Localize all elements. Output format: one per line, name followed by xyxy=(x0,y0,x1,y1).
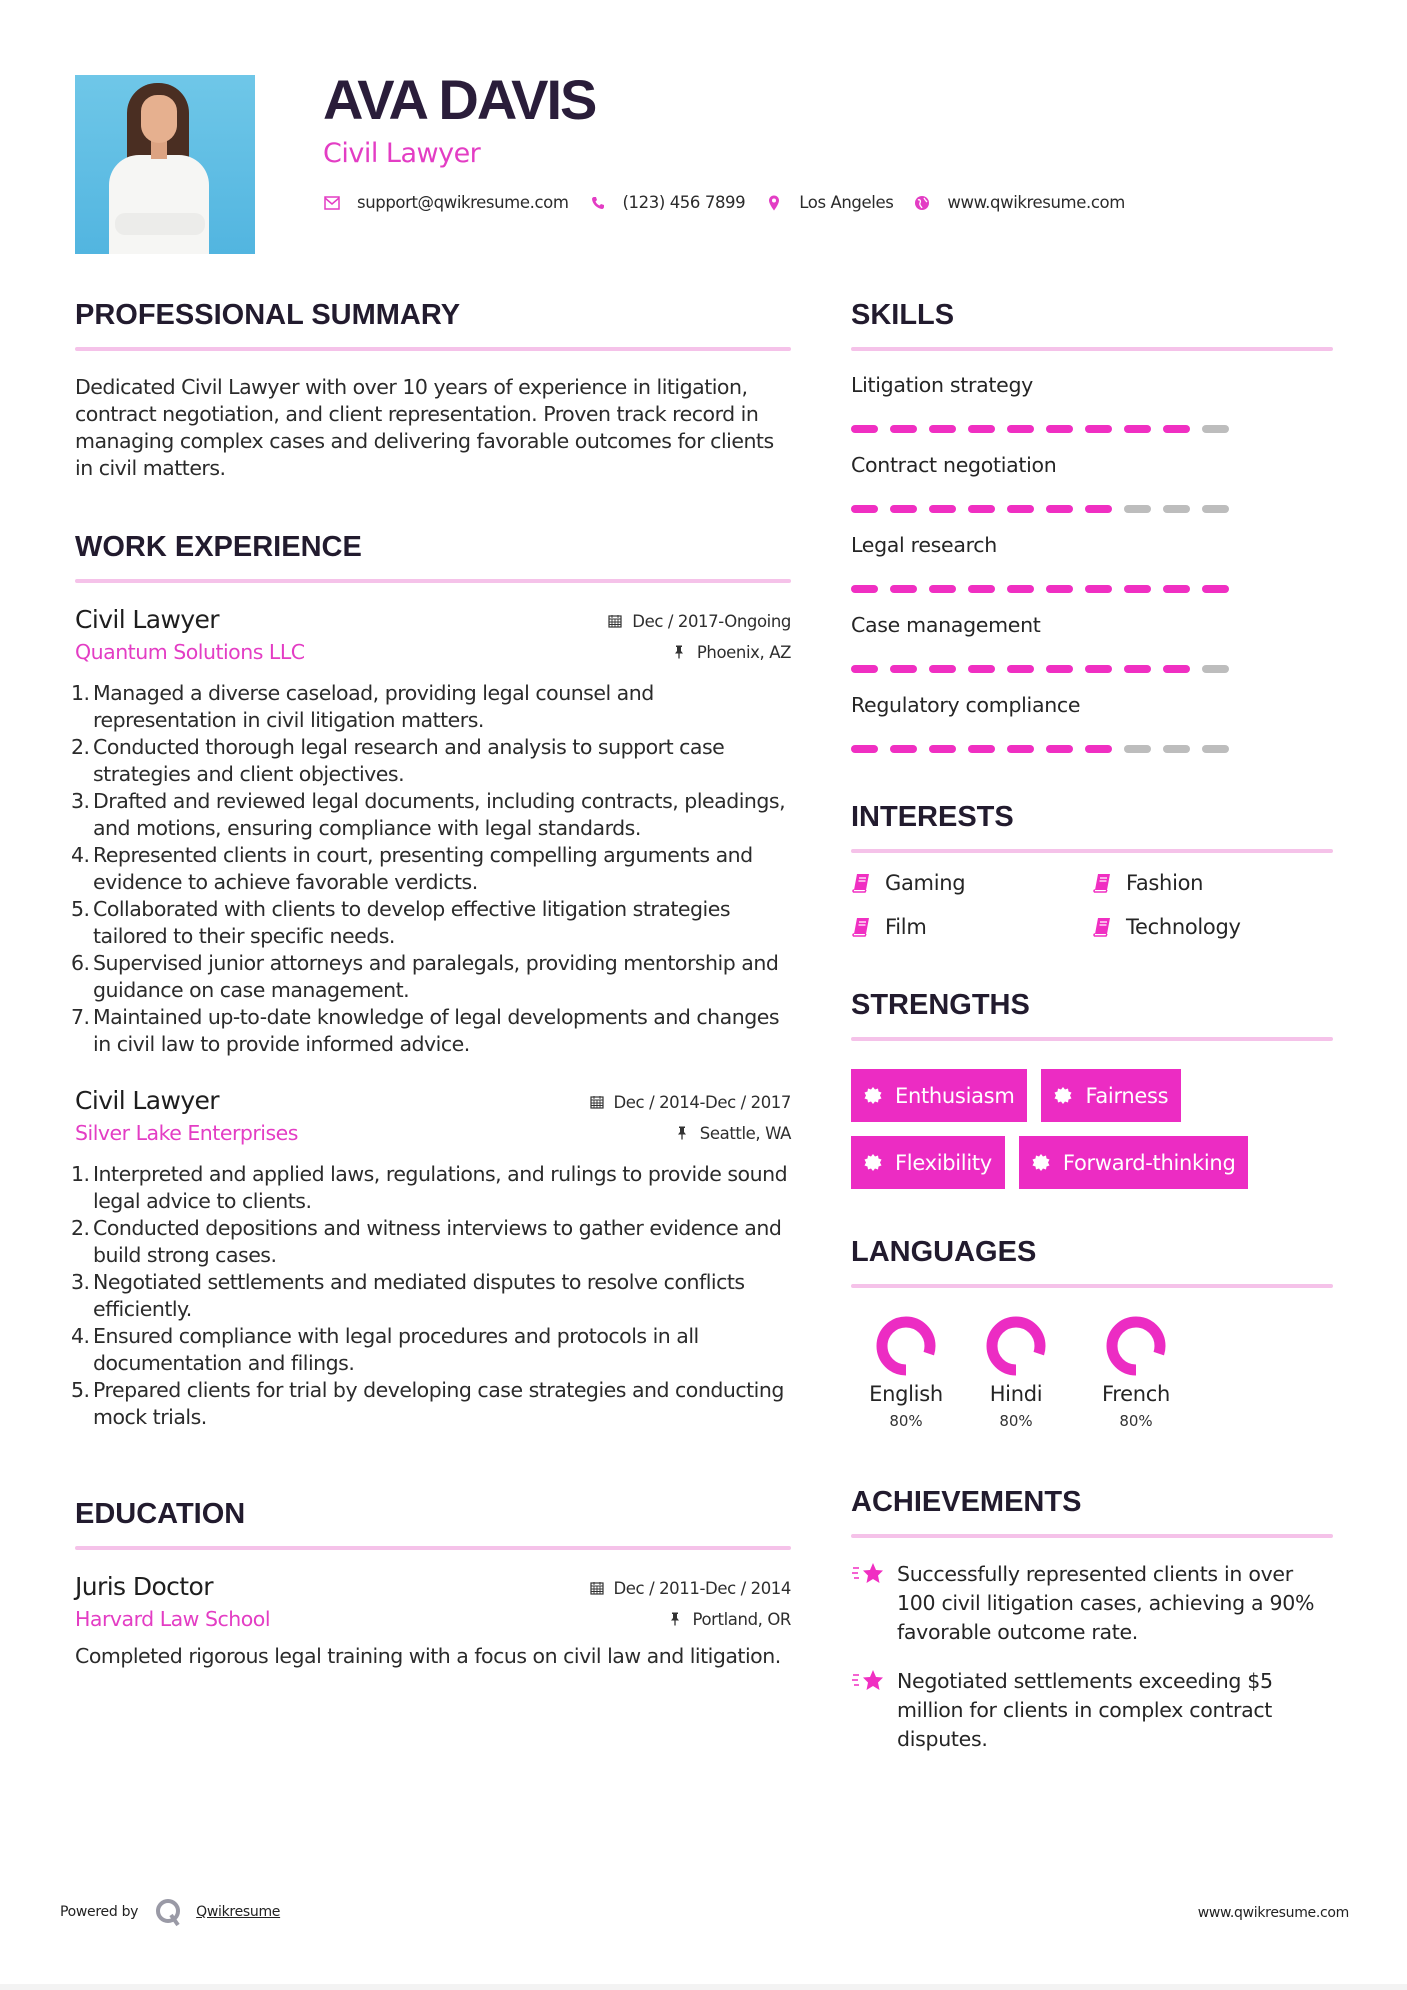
strength-chip: Forward-thinking xyxy=(1019,1136,1249,1189)
footer-website[interactable]: www.qwikresume.com xyxy=(1197,1905,1349,1921)
skill-segment xyxy=(968,665,995,673)
skill-segment xyxy=(1007,425,1034,433)
skill-segment xyxy=(968,745,995,753)
section-title: LANGUAGES xyxy=(851,1236,1037,1268)
skill-segment xyxy=(1124,505,1151,513)
skill-level-bar xyxy=(851,505,1333,513)
bullet-item: Negotiated settlements and mediated disputes to resolve conflicts efficiently. xyxy=(93,1270,745,1321)
section-title: INTERESTS xyxy=(851,801,1014,833)
language-name: Hindi xyxy=(989,1382,1043,1406)
languages-section xyxy=(851,1232,1333,1430)
skill-segment xyxy=(929,745,956,753)
right-column xyxy=(851,295,1333,1754)
achievements-section xyxy=(851,1482,1333,1754)
skill-segment xyxy=(929,665,956,673)
education-dates: Dec / 2011-Dec / 2014 xyxy=(590,1579,792,1598)
skill-segment xyxy=(851,585,878,593)
section-divider xyxy=(75,1546,791,1550)
bullet-item: Prepared clients for trial by developing case strategies and conducting mock trials. xyxy=(93,1378,784,1429)
achievement-item: Successfully represented clients in over 100 civil litigation cases, achieving a 90% favorable outcome rate. xyxy=(851,1560,1333,1647)
skills-section xyxy=(851,295,1333,753)
language-progress-ring xyxy=(1106,1316,1166,1376)
skill-segment xyxy=(1085,585,1112,593)
certificate-badge-icon xyxy=(863,1153,883,1173)
bottom-strip xyxy=(0,1984,1407,1990)
strength-chip: Fairness xyxy=(1041,1069,1181,1122)
section-divider xyxy=(75,347,791,351)
certificate-badge-icon xyxy=(863,1086,883,1106)
bullet-item: Represented clients in court, presenting compelling arguments and evidence to achieve favorable verdicts. xyxy=(93,843,753,894)
interest-item: Film xyxy=(851,915,1092,939)
certificate-badge-icon xyxy=(1031,1153,1051,1173)
interest-item: Fashion xyxy=(1092,871,1333,895)
profile-photo xyxy=(75,75,255,254)
education-description: Completed rigorous legal training with a focus on civil law and litigation. xyxy=(75,1644,781,1668)
skill-segment xyxy=(1163,505,1190,513)
skill-segment xyxy=(851,665,878,673)
skill-segment xyxy=(851,745,878,753)
candidate-role: Civil Lawyer xyxy=(323,138,481,169)
contact-bar xyxy=(323,193,1145,212)
bullet-item: Conducted thorough legal research and analysis to support case strategies and client objectives. xyxy=(93,735,725,786)
interest-item: Technology xyxy=(1092,915,1333,939)
language-item xyxy=(1071,1316,1201,1430)
skill-segment xyxy=(1202,425,1229,433)
skill-segment xyxy=(968,425,995,433)
summary-section xyxy=(75,295,791,482)
job-bullets xyxy=(75,1161,791,1431)
skill-segment xyxy=(1085,665,1112,673)
skill-segment xyxy=(1124,585,1151,593)
phone-icon xyxy=(589,194,607,212)
skill-name: Case management xyxy=(851,613,1041,637)
skill-segment xyxy=(968,505,995,513)
skill-segment xyxy=(890,425,917,433)
job-location: Phoenix, AZ xyxy=(673,643,791,662)
job-dates: Dec / 2017-Ongoing xyxy=(608,612,791,631)
shooting-star-icon xyxy=(851,1667,887,1697)
skill-segment xyxy=(968,585,995,593)
contact-location: Los Angeles xyxy=(765,193,893,212)
skill-segment xyxy=(890,505,917,513)
skill-segment xyxy=(1046,665,1073,673)
contact-email[interactable]: support@qwikresume.com xyxy=(323,193,569,212)
book-icon xyxy=(851,873,871,893)
skill-segment xyxy=(1202,585,1229,593)
language-percent: 80% xyxy=(889,1412,923,1430)
skill-segment xyxy=(890,745,917,753)
qwikresume-logo-icon xyxy=(154,1897,184,1927)
pushpin-icon xyxy=(673,645,687,659)
language-progress-ring xyxy=(876,1316,936,1376)
job-bullets xyxy=(75,680,791,1058)
strengths-section xyxy=(851,985,1333,1189)
qwikresume-link[interactable]: Qwikresume xyxy=(196,1904,281,1920)
skill-segment xyxy=(890,665,917,673)
language-percent: 80% xyxy=(999,1412,1033,1430)
section-title: STRENGTHS xyxy=(851,989,1030,1021)
skill-segment xyxy=(1163,425,1190,433)
certificate-badge-icon xyxy=(1053,1086,1073,1106)
bullet-item: Supervised junior attorneys and paralegals, providing mentorship and guidance on case management. xyxy=(93,951,779,1002)
section-title: EDUCATION xyxy=(75,1498,246,1530)
bullet-item: Maintained up-to-date knowledge of legal developments and changes in civil law to provide informed advice. xyxy=(93,1005,780,1056)
skill-segment xyxy=(1202,745,1229,753)
section-title: SKILLS xyxy=(851,299,955,331)
section-divider xyxy=(851,347,1333,351)
globe-icon xyxy=(913,194,931,212)
bullet-item: Drafted and reviewed legal documents, including contracts, pleadings, and motions, ensuring compliance with legal standards. xyxy=(93,789,786,840)
skill-segment xyxy=(1124,665,1151,673)
language-name: English xyxy=(869,1382,943,1406)
skill-segment xyxy=(1085,425,1112,433)
map-pin-icon xyxy=(765,194,783,212)
skill-segment xyxy=(929,585,956,593)
bullet-item: Interpreted and applied laws, regulations, and rulings to provide sound legal advice to clients. xyxy=(93,1162,788,1213)
contact-phone[interactable]: (123) 456 7899 xyxy=(589,193,746,212)
skill-segment xyxy=(1046,745,1073,753)
left-column xyxy=(75,295,791,1670)
skill-level-bar xyxy=(851,665,1333,673)
footer-powered-by: Powered by Qwikresume xyxy=(60,1897,280,1927)
language-item xyxy=(851,1316,961,1430)
candidate-name: AVA DAVIS xyxy=(323,68,596,131)
pushpin-icon xyxy=(669,1612,683,1626)
job-title: Civil Lawyer xyxy=(75,1086,219,1115)
skill-level-bar xyxy=(851,425,1333,433)
job-dates: Dec / 2014-Dec / 2017 xyxy=(590,1093,792,1112)
skill-segment xyxy=(851,505,878,513)
skill-segment xyxy=(1202,505,1229,513)
bullet-item: Conducted depositions and witness interviews to gather evidence and build strong cases. xyxy=(93,1216,782,1267)
job-entry xyxy=(75,1086,791,1431)
section-divider xyxy=(851,1037,1333,1041)
skill-segment xyxy=(929,505,956,513)
pushpin-icon xyxy=(676,1126,690,1140)
section-divider xyxy=(851,849,1333,853)
bullet-item: Ensured compliance with legal procedures and protocols in all documentation and filings. xyxy=(93,1324,699,1375)
skill-segment xyxy=(1163,665,1190,673)
school-name: Harvard Law School xyxy=(75,1607,271,1631)
skill-segment xyxy=(1046,505,1073,513)
skill-segment xyxy=(1007,505,1034,513)
experience-section xyxy=(75,527,791,1431)
envelope-icon xyxy=(323,194,341,212)
skill-segment xyxy=(1124,745,1151,753)
skill-segment xyxy=(1046,585,1073,593)
section-title: ACHIEVEMENTS xyxy=(851,1486,1082,1518)
job-location: Seattle, WA xyxy=(676,1124,791,1143)
degree-name: Juris Doctor xyxy=(75,1572,213,1601)
achievement-item: Negotiated settlements exceeding $5 million for clients in complex contract disputes. xyxy=(851,1667,1333,1754)
skill-segment xyxy=(1007,665,1034,673)
strength-chip: Enthusiasm xyxy=(851,1069,1027,1122)
section-title: PROFESSIONAL SUMMARY xyxy=(75,299,461,331)
skill-segment xyxy=(1163,585,1190,593)
skill-segment xyxy=(1163,745,1190,753)
book-icon xyxy=(1092,873,1112,893)
interest-item: Gaming xyxy=(851,871,1092,895)
calendar-icon xyxy=(590,1581,604,1595)
strength-chip: Flexibility xyxy=(851,1136,1005,1189)
skill-name: Contract negotiation xyxy=(851,453,1057,477)
book-icon xyxy=(851,917,871,937)
bullet-item: Collaborated with clients to develop effective litigation strategies tailored to their specific needs. xyxy=(93,897,731,948)
skill-segment xyxy=(890,585,917,593)
skill-segment xyxy=(929,425,956,433)
language-progress-ring xyxy=(986,1316,1046,1376)
skill-segment xyxy=(1007,745,1034,753)
section-divider xyxy=(75,579,791,583)
language-name: French xyxy=(1101,1382,1170,1406)
job-entry xyxy=(75,605,791,1058)
section-divider xyxy=(851,1534,1333,1538)
education-location: Portland, OR xyxy=(669,1610,791,1629)
company-name: Quantum Solutions LLC xyxy=(75,640,305,664)
language-item xyxy=(961,1316,1071,1430)
shooting-star-icon xyxy=(851,1560,887,1590)
section-title: WORK EXPERIENCE xyxy=(75,531,362,563)
bullet-item: Managed a diverse caseload, providing legal counsel and representation in civil litigation matters. xyxy=(93,681,654,732)
section-divider xyxy=(851,1284,1333,1288)
calendar-icon xyxy=(590,1095,604,1109)
skill-segment xyxy=(851,425,878,433)
summary-text: Dedicated Civil Lawyer with over 10 years of experience in litigation, contract negotiation, and client representation. Proven track record in managing complex cases and delivering favorable outcomes for clients in civil matters. xyxy=(75,375,774,480)
skill-segment xyxy=(1124,425,1151,433)
skill-segment xyxy=(1007,585,1034,593)
skill-segment xyxy=(1046,425,1073,433)
skill-segment xyxy=(1085,745,1112,753)
job-title: Civil Lawyer xyxy=(75,605,219,634)
skill-segment xyxy=(1202,665,1229,673)
contact-website[interactable]: www.qwikresume.com xyxy=(913,193,1124,212)
skill-level-bar xyxy=(851,745,1333,753)
education-section xyxy=(75,1494,791,1670)
skill-name: Regulatory compliance xyxy=(851,693,1081,717)
skill-segment xyxy=(1085,505,1112,513)
company-name: Silver Lake Enterprises xyxy=(75,1121,298,1145)
language-percent: 80% xyxy=(1119,1412,1153,1430)
skill-level-bar xyxy=(851,585,1333,593)
skill-name: Legal research xyxy=(851,533,997,557)
education-entry xyxy=(75,1572,791,1670)
skill-name: Litigation strategy xyxy=(851,373,1034,397)
calendar-icon xyxy=(608,614,622,628)
book-icon xyxy=(1092,917,1112,937)
interests-section xyxy=(851,797,1333,939)
